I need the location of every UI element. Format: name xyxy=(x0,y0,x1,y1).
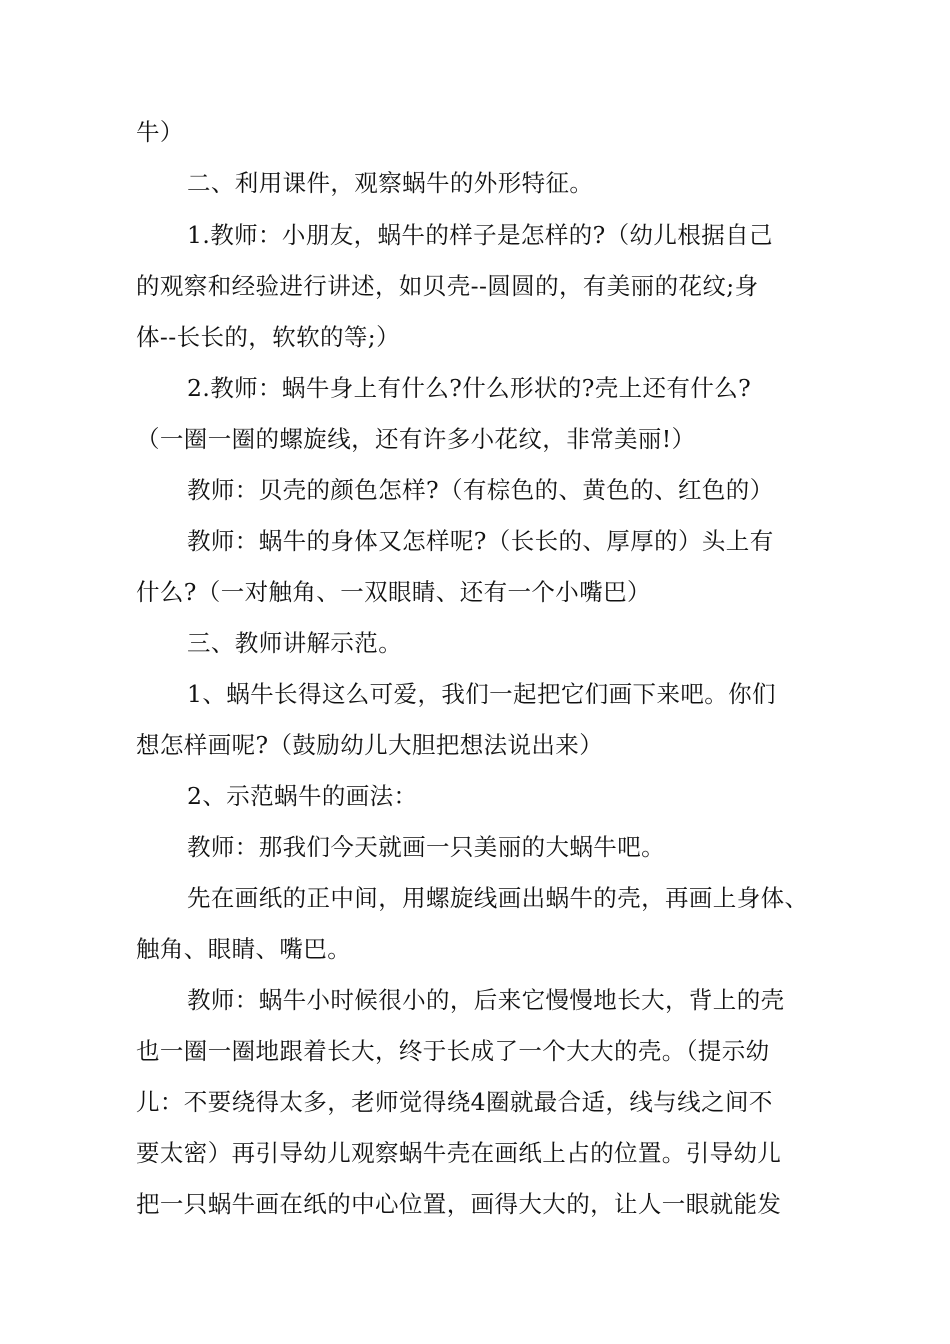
text-line: 教师：贝壳的颜色怎样?（有棕色的、黄色的、红色的） xyxy=(187,476,774,504)
text-line: 什么?（一对触角、一双眼睛、还有一个小嘴巴） xyxy=(136,578,651,606)
text-line: 先在画纸的正中间，用螺旋线画出蜗牛的壳，再画上身体、 xyxy=(187,884,809,912)
text-line: 1、蜗牛长得这么可爱，我们一起把它们画下来吧。你们 xyxy=(187,680,776,708)
text-line: 触角、眼睛、嘴巴。 xyxy=(136,935,352,963)
text-line: 教师：蜗牛的身体又怎样呢?（长长的、厚厚的）头上有 xyxy=(187,527,774,555)
text-line: 要太密）再引导幼儿观察蜗牛壳在画纸上占的位置。引导幼儿 xyxy=(136,1139,782,1167)
text-line: 把一只蜗牛画在纸的中心位置，画得大大的，让人一眼就能发 xyxy=(136,1190,782,1218)
text-line: 教师：蜗牛小时候很小的，后来它慢慢地长大，背上的壳 xyxy=(187,986,785,1014)
text-line: 儿：不要绕得太多，老师觉得绕4圈就最合适，线与线之间不 xyxy=(136,1088,773,1116)
text-line: 的观察和经验进行讲述，如贝壳--圆圆的，有美丽的花纹;身 xyxy=(136,272,759,300)
section-heading: 三、教师讲解示范。 xyxy=(187,629,403,657)
text-line: 也一圈一圈地跟着长大，终于长成了一个大大的壳。（提示幼 xyxy=(136,1037,770,1065)
text-line: 想怎样画呢?（鼓励幼儿大胆把想法说出来） xyxy=(136,731,604,759)
text-line: 1.教师：小朋友，蜗牛的样子是怎样的?（幼儿根据自己 xyxy=(187,221,773,249)
text-line: 教师：那我们今天就画一只美丽的大蜗牛吧。 xyxy=(187,833,665,861)
text-line: 2、示范蜗牛的画法： xyxy=(187,782,418,810)
text-line: （一圈一圈的螺旋线，还有许多小花纹，非常美丽!） xyxy=(136,425,696,453)
section-heading: 二、利用课件，观察蜗牛的外形特征。 xyxy=(187,169,594,197)
text-line: 牛） xyxy=(136,118,184,146)
text-line: 体--长长的，软软的等;） xyxy=(136,323,400,351)
text-line: 2.教师：蜗牛身上有什么?什么形状的?壳上还有什么? xyxy=(187,374,752,402)
